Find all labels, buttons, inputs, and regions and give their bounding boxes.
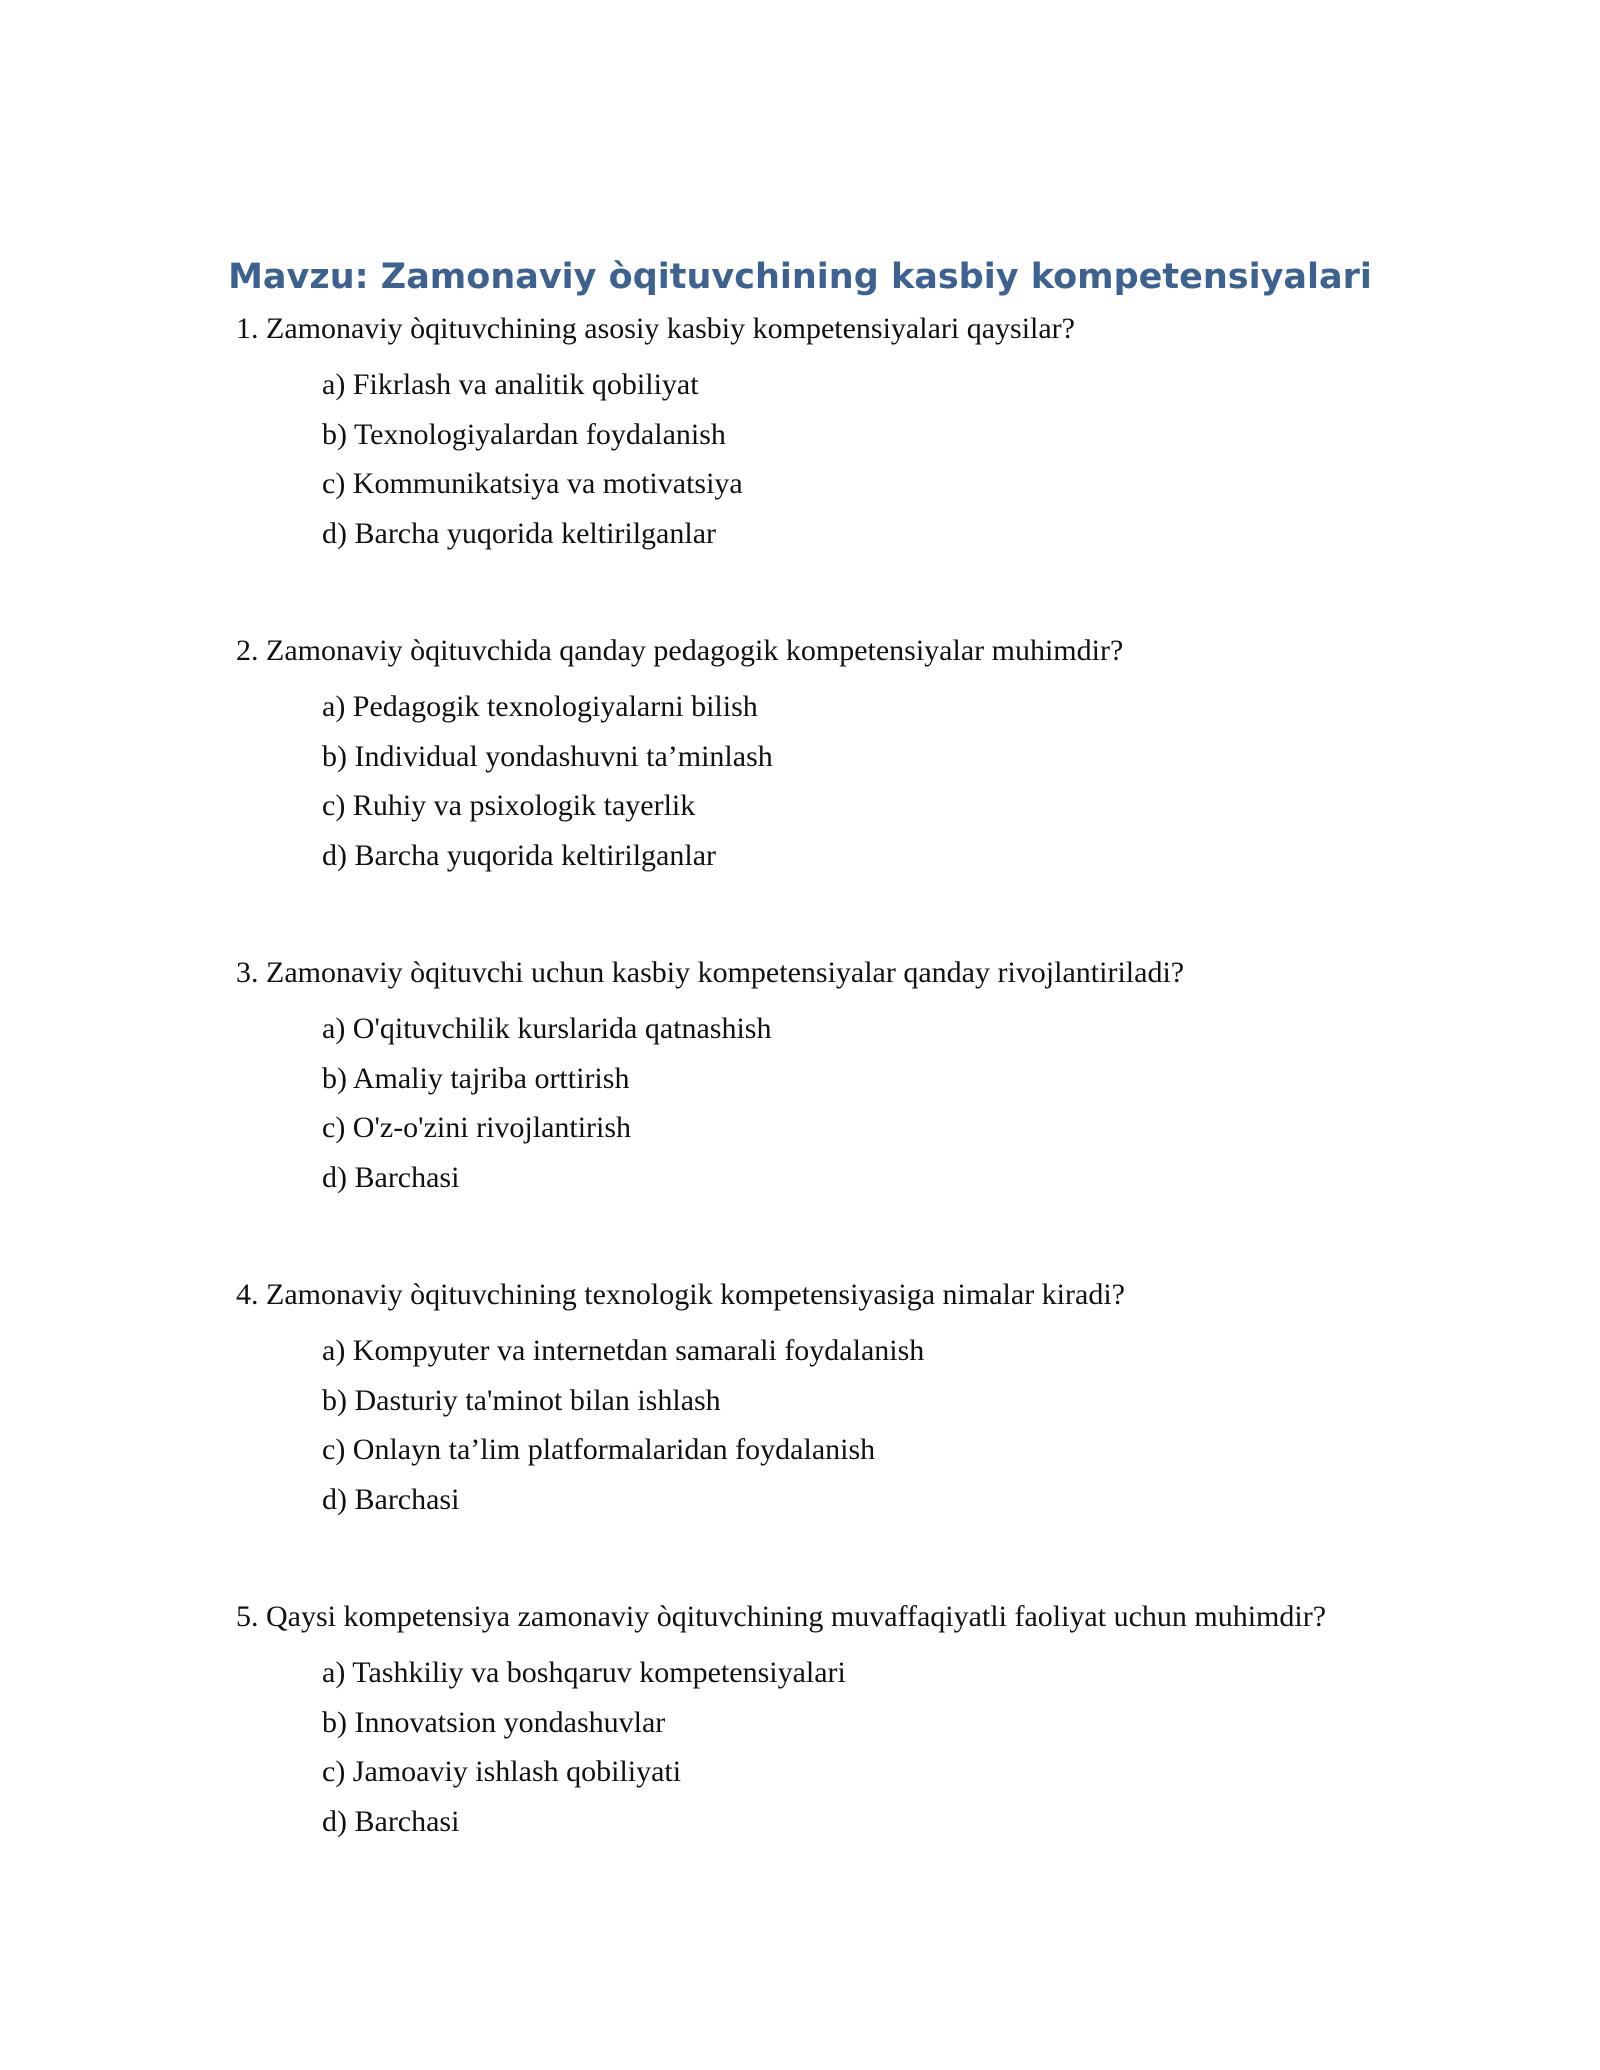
answer-option-b: b) Texnologiyalardan foydalanish [322, 417, 726, 451]
question-block-1 [236, 309, 1336, 563]
question-text: 5. Qaysi kompetensiya zamonaviy òqituvchining muvaffaqiyatli faoliyat uchun muhimdir? [236, 1600, 1327, 1633]
question-block-3 [236, 953, 1336, 1207]
answer-option-c: c) Jamoaviy ishlash qobiliyati [322, 1755, 682, 1788]
answer-option-a: a) Fikrlash va analitik qobiliyat [322, 368, 699, 401]
answer-options [236, 1009, 1336, 1207]
answer-option-d: d) Barcha yuqorida keltirilganlar [322, 516, 717, 550]
answer-option-c: c) Ruhiy va psixologik tayerlik [322, 789, 696, 822]
answer-option-b: b) Innovatsion yondashuvlar [322, 1705, 666, 1739]
answer-option-b: b) Amaliy tajriba orttirish [322, 1061, 630, 1095]
answer-option-a: a) Pedagogik texnologiyalarni bilish [322, 690, 758, 723]
answer-option-b: b) Individual yondashuvni ta’minlash [322, 739, 773, 773]
answer-option-a: a) O'qituvchilik kurslarida qatnashish [322, 1012, 772, 1045]
answer-options [236, 1331, 1336, 1529]
question-text: 2. Zamonaviy òqituvchida qanday pedagogik kompetensiyalar muhimdir? [236, 634, 1124, 667]
question-block-5 [236, 1597, 1336, 1851]
answer-option-d: d) Barcha yuqorida keltirilganlar [322, 838, 717, 872]
answer-option-b: b) Dasturiy ta'minot bilan ishlash [322, 1383, 721, 1417]
answer-option-d: d) Barchasi [322, 1160, 460, 1194]
answer-option-a: a) Kompyuter va internetdan samarali foydalanish [322, 1334, 925, 1367]
answer-option-d: d) Barchasi [322, 1482, 460, 1516]
answer-options [236, 365, 1336, 563]
answer-option-c: c) O'z-o'zini rivojlantirish [322, 1111, 632, 1144]
answer-options [236, 687, 1336, 885]
answer-options [236, 1653, 1336, 1851]
question-text: 1. Zamonaviy òqituvchining asosiy kasbiy kompetensiyalari qaysilar? [236, 312, 1075, 345]
answer-option-a: a) Tashkiliy va boshqaruv kompetensiyalari [322, 1656, 846, 1689]
answer-option-c: c) Onlayn ta’lim platformalaridan foydalanish [322, 1433, 876, 1466]
question-block-4 [236, 1275, 1336, 1529]
answer-option-d: d) Barchasi [322, 1804, 460, 1838]
answer-option-c: c) Kommunikatsiya va motivatsiya [322, 467, 743, 500]
question-block-2 [236, 631, 1336, 885]
question-text: 3. Zamonaviy òqituvchi uchun kasbiy kompetensiyalar qanday rivojlantiriladi? [236, 956, 1185, 989]
document-title: Mavzu: Zamonaviy òqituvchining kasbiy kompetensiyalari [228, 257, 1372, 297]
question-text: 4. Zamonaviy òqituvchining texnologik kompetensiyasiga nimalar kiradi? [236, 1278, 1125, 1311]
